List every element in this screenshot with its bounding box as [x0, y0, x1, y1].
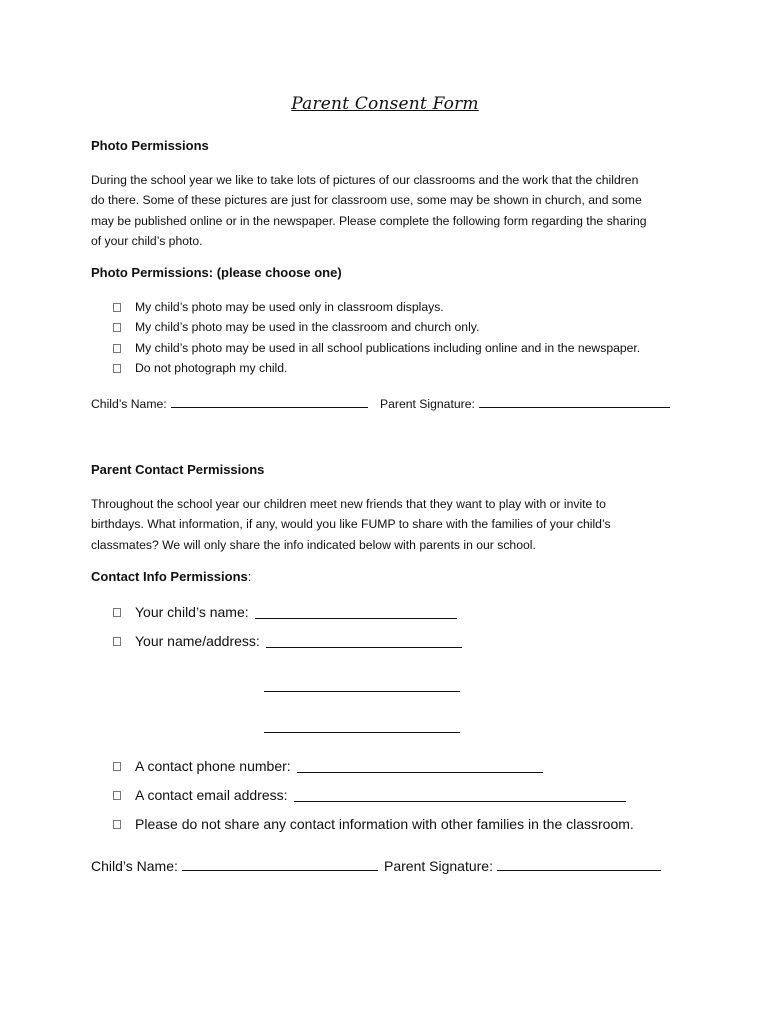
option-label: My child’s photo may be used in all school publications including online and in the newspaper. — [135, 341, 641, 355]
address-line-2-blank[interactable] — [264, 690, 460, 692]
child-name-label: Child’s Name: — [91, 397, 167, 411]
checkbox[interactable] — [113, 364, 121, 373]
child-name-blank[interactable] — [171, 395, 368, 408]
parent-signature-blank[interactable] — [479, 395, 670, 408]
photo-option-classroom[interactable] — [113, 300, 444, 314]
phone-blank[interactable] — [297, 760, 543, 773]
checkbox[interactable] — [113, 608, 121, 617]
paragraph-line: do there. Some of these pictures are just for classroom use, some may be shown in church, and some — [91, 193, 642, 208]
option-label: My child’s photo may be used only in classroom displays. — [135, 300, 444, 314]
parent-signature-label: Parent Signature: — [380, 397, 475, 411]
photo-option-all-publications[interactable] — [113, 341, 640, 355]
paragraph-line: may be published online or in the newspaper. Please complete the following form regarding the sharing — [91, 213, 647, 228]
option-label: Do not photograph my child. — [135, 361, 288, 375]
checkbox[interactable] — [113, 323, 121, 332]
paragraph-line: During the school year we like to take lots of pictures of our classrooms and the work that the children — [91, 173, 639, 187]
contact-info-heading-text: Contact Info Permissions — [91, 569, 248, 584]
photo-child-name-field[interactable] — [91, 395, 368, 411]
contact-parent-signature-field[interactable] — [384, 858, 661, 874]
contact-permissions-paragraph — [91, 494, 691, 555]
paragraph-line: Throughout the school year our children meet new friends that they want to play with or invite to — [91, 497, 606, 511]
contact-info-heading — [91, 569, 251, 584]
address-line-3-blank[interactable] — [264, 731, 460, 733]
photo-option-classroom-church[interactable] — [113, 320, 479, 334]
contact-info-heading-colon: : — [247, 569, 252, 584]
child-name-blank[interactable] — [255, 606, 457, 619]
parent-signature-label: Parent Signature: — [384, 858, 493, 874]
name-address-blank[interactable] — [266, 635, 462, 648]
option-label: Please do not share any contact information with other families in the classroom. — [135, 816, 634, 832]
option-label: My child’s photo may be used in the classroom and church only. — [135, 320, 480, 334]
photo-permissions-paragraph — [91, 170, 691, 251]
contact-permissions-heading: Parent Contact Permissions — [91, 462, 265, 477]
contact-option-do-not-share[interactable] — [113, 816, 634, 832]
checkbox[interactable] — [113, 791, 121, 800]
email-blank[interactable] — [294, 789, 626, 802]
contact-option-email[interactable] — [113, 787, 626, 803]
checkbox[interactable] — [113, 637, 121, 646]
option-label: A contact email address: — [135, 787, 288, 803]
checkbox[interactable] — [113, 344, 121, 353]
photo-parent-signature-field[interactable] — [380, 395, 670, 411]
form-title: Parent Consent Form — [291, 94, 479, 114]
checkbox[interactable] — [113, 762, 121, 771]
photo-permissions-heading: Photo Permissions — [91, 138, 209, 153]
child-name-blank[interactable] — [182, 858, 378, 871]
contact-child-name-field[interactable] — [91, 858, 378, 874]
paragraph-line: classmates? We will only share the info indicated below with parents in our school. — [91, 537, 536, 552]
option-label: Your child’s name: — [135, 604, 249, 620]
child-name-label: Child’s Name: — [91, 858, 178, 874]
paragraph-line: birthdays. What information, if any, would you like FUMP to share with the families of your child’s — [91, 517, 611, 532]
contact-option-child-name[interactable] — [113, 604, 457, 620]
checkbox[interactable] — [113, 820, 121, 829]
photo-choose-heading: Photo Permissions: (please choose one) — [91, 265, 342, 280]
paragraph-line: of your child’s photo. — [91, 233, 203, 248]
option-label: Your name/address: — [135, 633, 260, 649]
parent-signature-blank[interactable] — [497, 858, 661, 871]
checkbox[interactable] — [113, 303, 121, 312]
photo-option-do-not-photograph[interactable] — [113, 361, 287, 375]
option-label: A contact phone number: — [135, 758, 291, 774]
contact-option-phone[interactable] — [113, 758, 543, 774]
contact-option-name-address[interactable] — [113, 633, 462, 649]
